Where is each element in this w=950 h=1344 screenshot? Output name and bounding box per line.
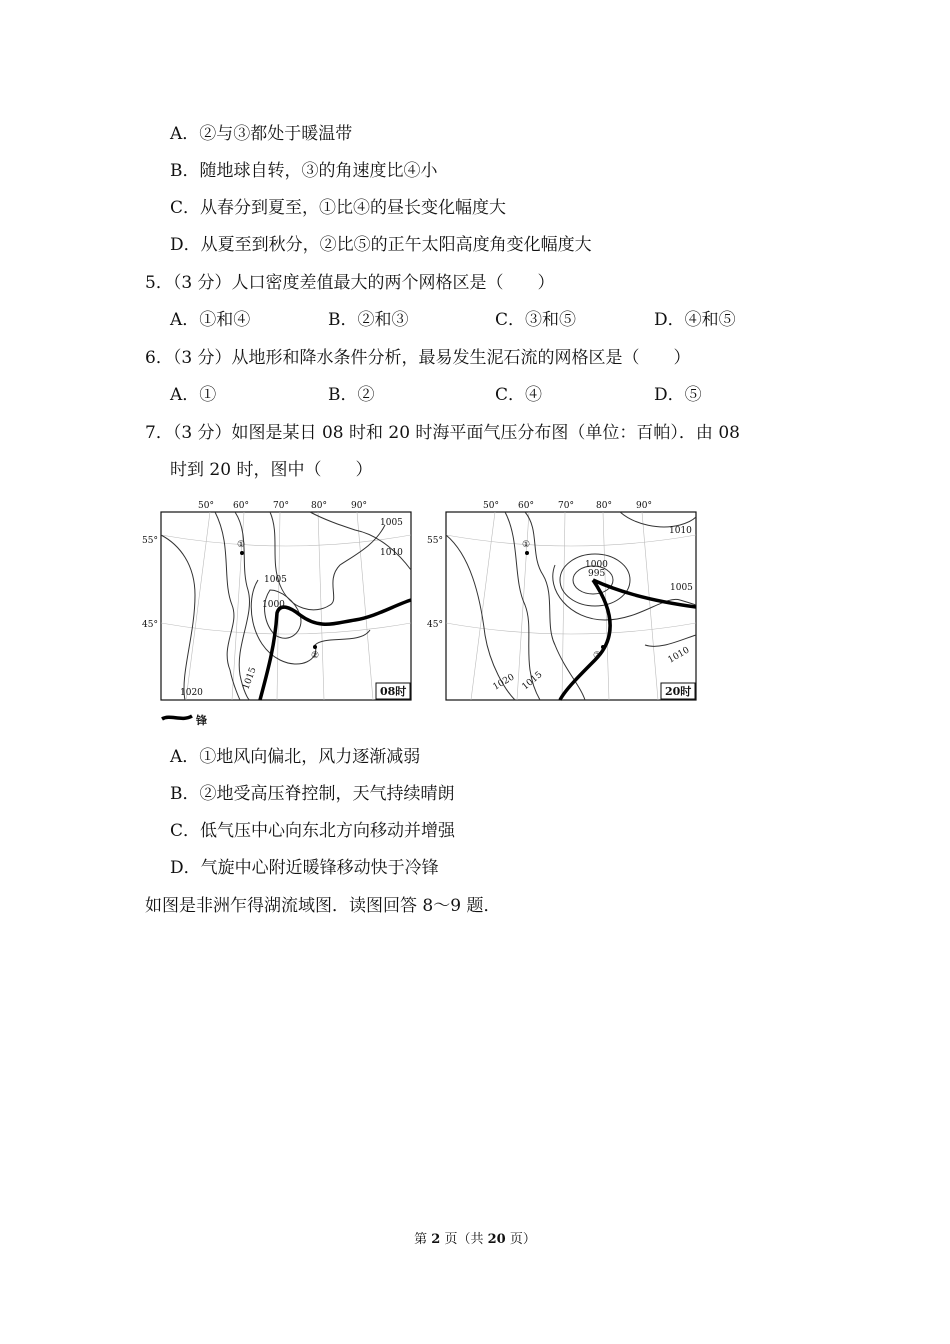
point-2-label: ② <box>311 651 320 661</box>
q5-option-b: B．②和③ <box>328 310 409 330</box>
point-2-dot <box>313 645 317 649</box>
lat-label-45: 45° <box>427 620 443 630</box>
q6-stem: 6．（3 分）从地形和降水条件分析，最易发生泥石流的网格区是（ ） <box>145 348 691 368</box>
point-2-dot <box>601 645 605 649</box>
lon-label-70: 70° <box>273 501 289 511</box>
footer-total-pages: 20 <box>487 1232 506 1247</box>
q6-option-a: A．① <box>170 385 217 405</box>
front-line <box>560 580 696 700</box>
isobar-label-1020: 1020 <box>180 688 203 698</box>
isobar-label-1000: 1000 <box>585 560 608 570</box>
footer-suffix: 页） <box>505 1232 536 1247</box>
isobar-label-1015: 1015 <box>241 666 259 692</box>
isobars <box>446 512 696 700</box>
q7-option-a: A．①地风向偏北，风力逐渐减弱 <box>170 747 421 767</box>
page-footer <box>0 1228 950 1247</box>
point-2-label: ② <box>593 651 602 661</box>
lat-label-45: 45° <box>142 620 158 630</box>
lon-label-50: 50° <box>483 501 499 511</box>
q4-option-a: A．②与③都处于暖温带 <box>170 124 353 144</box>
map-frame <box>446 512 696 700</box>
q7-option-d: D．气旋中心附近暖锋移动快于冷锋 <box>170 858 439 878</box>
q6-option-c: C．④ <box>495 385 543 405</box>
isobar-label-1015: 1015 <box>520 669 545 693</box>
isobar-label-1005: 1005 <box>264 575 287 585</box>
lon-label-90: 90° <box>351 501 367 511</box>
isobar-label-1010: 1010 <box>666 645 692 666</box>
q5-option-a: A．①和④ <box>170 310 251 330</box>
isobar-label-1005-top: 1005 <box>380 518 403 528</box>
lon-label-70: 70° <box>558 501 574 511</box>
lon-label-60: 60° <box>518 501 534 511</box>
q5-option-c: C．③和⑤ <box>495 310 577 330</box>
point-1-dot <box>240 551 244 555</box>
lon-label-80: 80° <box>311 501 327 511</box>
q6-option-b: B．② <box>328 385 375 405</box>
isobar-label-1010-top: 1010 <box>669 526 692 536</box>
graticule <box>446 512 696 700</box>
point-1-dot <box>525 551 529 555</box>
isobar-label-1000: 1000 <box>262 600 285 610</box>
q7-option-b: B．②地受高压脊控制，天气持续晴朗 <box>170 784 455 804</box>
footer-prefix: 第 <box>414 1232 432 1247</box>
isobar-label-1020: 1020 <box>491 672 517 693</box>
time-label-20: 20时 <box>665 685 692 698</box>
q7-stem-line2: 时到 20 时，图中（ ） <box>170 460 373 480</box>
lat-label-55: 55° <box>427 536 443 546</box>
q7-stem-line1: 7．（3 分）如图是某日 08 时和 20 时海平面气压分布图（单位：百帕）．由 08 <box>145 423 740 443</box>
q4-option-c: C．从春分到夏至，①比④的昼长变化幅度大 <box>170 198 507 218</box>
time-label-08: 08时 <box>380 685 407 698</box>
isobar-label-1005: 1005 <box>670 583 693 593</box>
front-legend-icon <box>160 710 194 724</box>
point-1-label: ① <box>237 540 246 550</box>
lon-label-60: 60° <box>233 501 249 511</box>
footer-page-number: 2 <box>431 1232 441 1247</box>
point-1-label: ① <box>522 540 531 550</box>
pressure-map-20 <box>425 495 710 705</box>
q7-option-c: C．低气压中心向东北方向移动并增强 <box>170 821 456 841</box>
q5-stem: 5．（3 分）人口密度差值最大的两个网格区是（ ） <box>145 273 555 293</box>
q6-option-d: D．⑤ <box>654 385 702 405</box>
isobar-label-1010: 1010 <box>380 548 403 558</box>
lon-label-90: 90° <box>636 501 652 511</box>
q8-9-intro: 如图是非洲乍得湖流域图．读图回答 8～9 题． <box>145 896 501 916</box>
isobar-label-995: 995 <box>588 569 606 579</box>
legend-label: 锋 <box>196 714 207 727</box>
pressure-map-08 <box>140 495 425 705</box>
q4-option-b: B．随地球自转，③的角速度比④小 <box>170 161 438 181</box>
q5-option-d: D．④和⑤ <box>654 310 736 330</box>
q4-option-d: D．从夏至到秋分，②比⑤的正午太阳高度角变化幅度大 <box>170 235 592 255</box>
lon-label-80: 80° <box>596 501 612 511</box>
lat-label-55: 55° <box>142 536 158 546</box>
footer-middle: 页（共 <box>440 1232 488 1247</box>
lon-label-50: 50° <box>198 501 214 511</box>
